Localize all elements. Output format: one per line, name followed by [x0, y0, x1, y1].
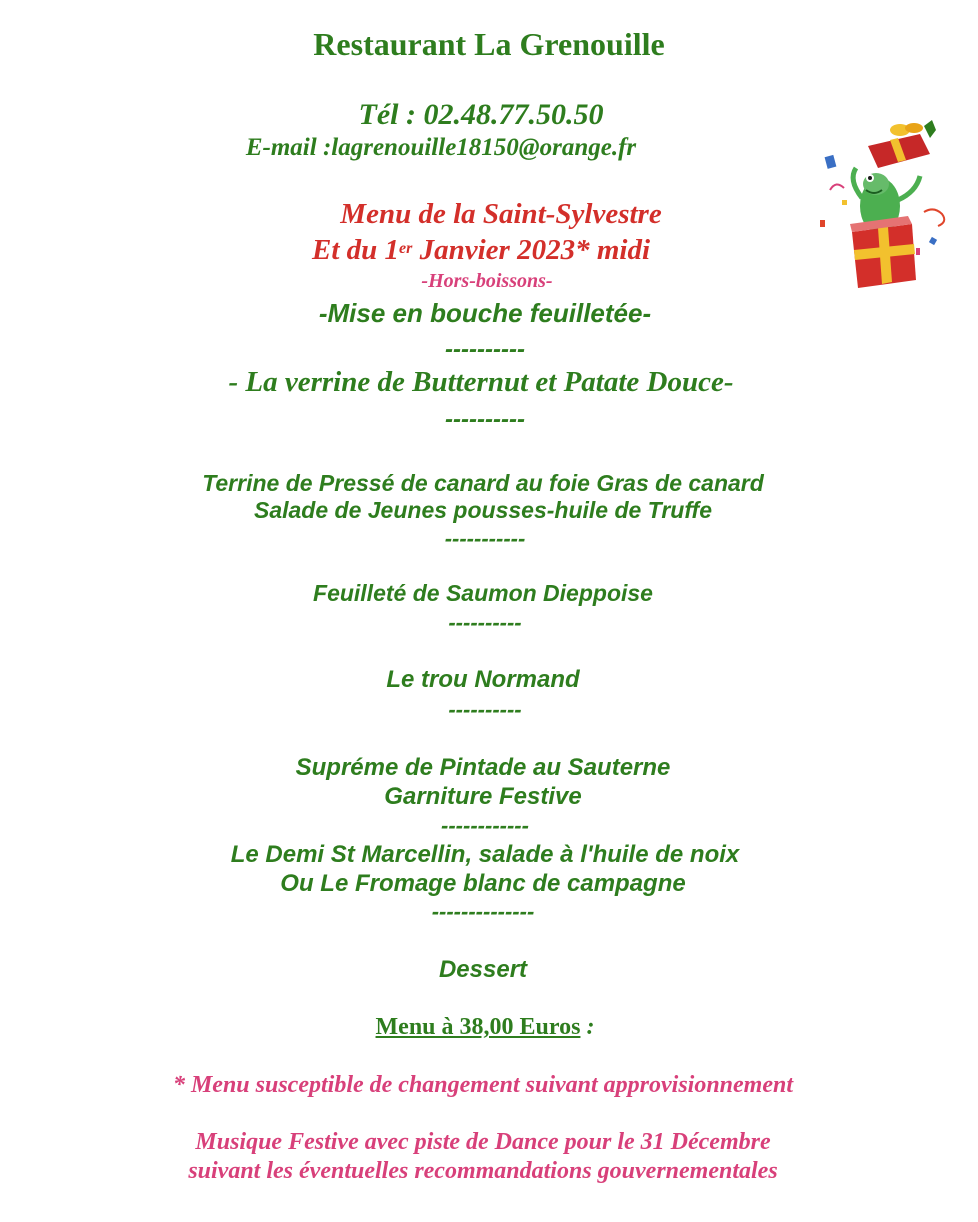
course-fromage-alt: Ou Le Fromage blanc de campagne	[280, 870, 686, 897]
music-note-line1: Musique Festive avec piste de Dance pour le 31 Décembre	[195, 1129, 771, 1155]
separator: --------------	[431, 899, 535, 924]
menu-heading-prefix: Et du 1	[312, 234, 400, 266]
separator: ----------	[448, 610, 522, 635]
menu-heading-line1: Menu de la Saint-Sylvestre	[340, 198, 662, 230]
menu-price-colon: :	[580, 1014, 595, 1040]
separator: ----------	[445, 406, 525, 433]
course-garniture: Garniture Festive	[384, 783, 582, 810]
menu-heading-superscript: er	[399, 240, 413, 257]
menu-heading-suffix: Janvier 2023* midi	[412, 234, 650, 266]
music-note-line2: suivant les éventuelles recommandations gouvernementales	[188, 1158, 778, 1184]
course-verrine: - La verrine de Butternut et Patate Douce-	[228, 366, 734, 398]
course-terrine: Terrine de Pressé de canard au foie Gras de canard	[202, 470, 764, 496]
course-dessert: Dessert	[438, 956, 528, 983]
phone-number: Tél : 02.48.77.50.50	[358, 98, 604, 131]
course-fromage: Le Demi St Marcellin, salade à l'huile de noix	[230, 841, 740, 868]
course-terrine-salad: Salade de Jeunes pousses-huile de Truffe	[253, 497, 713, 523]
email-address: E-mail :lagrenouille18150@orange.fr	[245, 134, 637, 161]
course-supreme: Supréme de Pintade au Sauterne	[295, 754, 671, 781]
separator: ----------	[448, 697, 522, 722]
drinks-excluded-note: -Hors-boissons-	[421, 270, 553, 292]
restaurant-title: Restaurant La Grenouille	[313, 26, 665, 62]
separator: ----------	[445, 336, 525, 363]
menu-price	[0, 1014, 974, 1041]
course-amuse-bouche: -Mise en bouche feuilletée-	[318, 298, 652, 328]
menu-price-label: Menu à 38,00 Euros	[375, 1014, 581, 1040]
festive-frog-gift-icon	[812, 120, 952, 290]
course-feuillete: Feuilleté de Saumon Dieppoise	[313, 580, 653, 606]
separator: -----------	[444, 526, 526, 551]
change-disclaimer: * Menu susceptible de changement suivant approvisionnement	[172, 1072, 794, 1098]
course-trou-normand: Le trou Normand	[386, 666, 580, 693]
separator: ------------	[441, 813, 529, 838]
